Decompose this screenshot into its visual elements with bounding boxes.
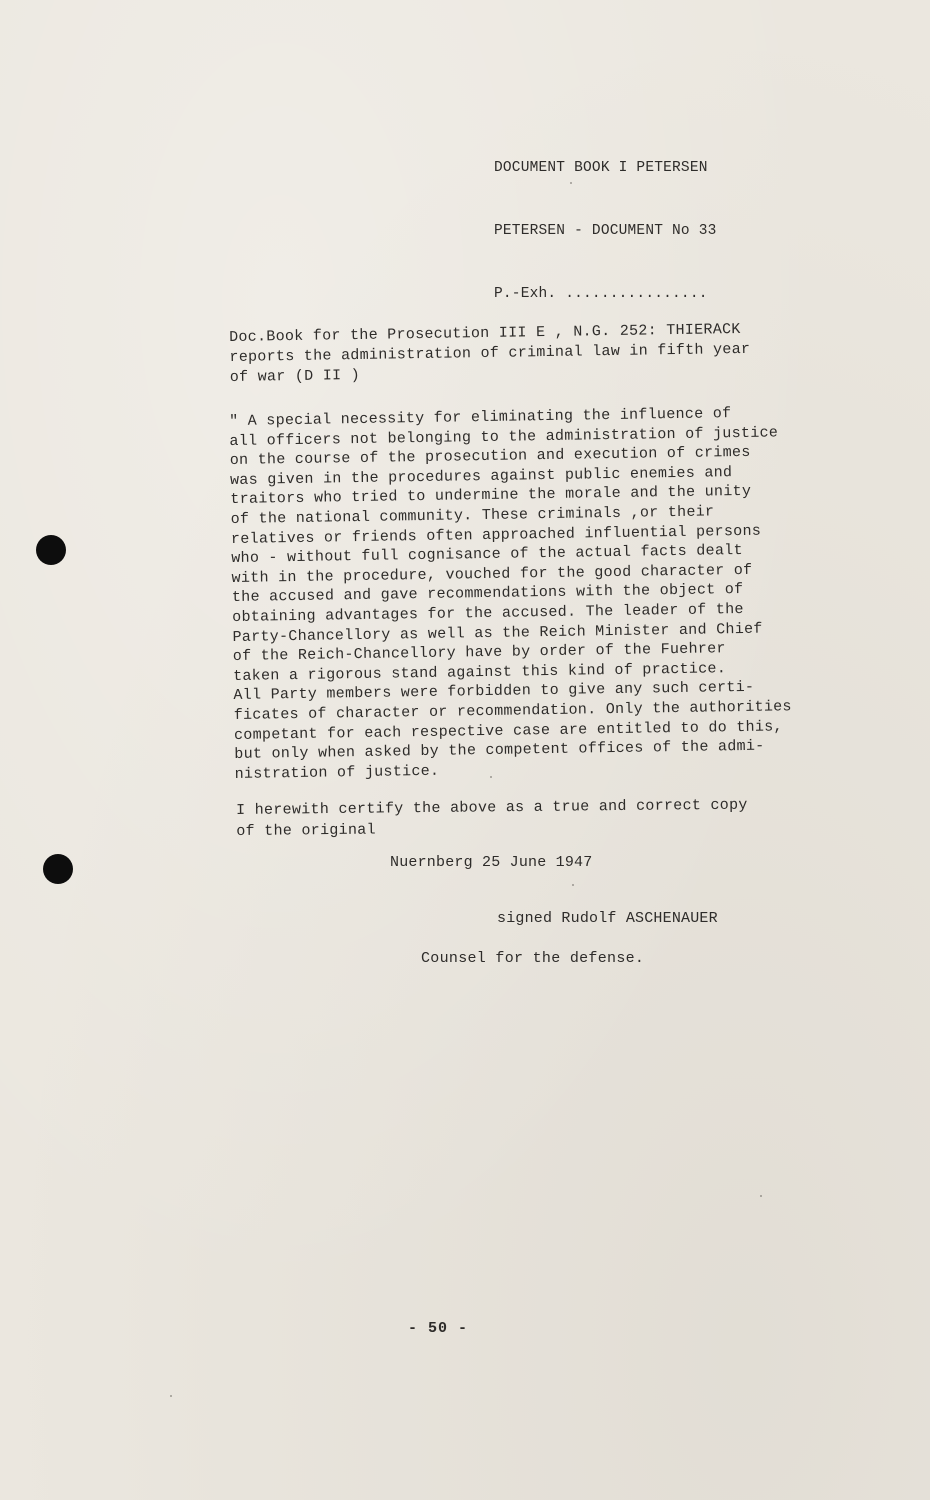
paper-speck [572,884,574,886]
certification-line: I herewith certify the above as a true and correct copy [236,796,748,819]
signatory-title: Counsel for the defense. [421,950,645,967]
certification-line: of the original [236,821,376,840]
header-line-document-book: DOCUMENT BOOK I PETERSEN [494,160,708,176]
document-title [229,319,790,388]
quoted-paragraph [229,403,835,785]
quote-line: of the national community. These criminals ,or their [230,503,715,528]
title-line: Doc.Book for the Prosecution III E , N.G. 252: THIERACK [229,320,741,346]
quote-line: ficates of character or recommendation. Only the authorities [233,698,792,724]
paper-speck [760,1195,762,1197]
place-and-date: Nuernberg 25 June 1947 [390,854,593,871]
title-line: of war (D II ) [229,366,361,386]
quote-line: obtaining advantages for the accused. The leader of the [232,600,744,626]
header-line-document-number: PETERSEN - DOCUMENT No 33 [494,223,717,239]
quote-line: with in the procedure, vouched for the good character of [231,561,753,587]
certification-statement [236,794,796,842]
header-line-exhibit: P.-Exh. ................ [494,286,708,302]
quote-line: was given in the procedures against public enemies and [229,463,733,489]
paper-speck [170,1395,172,1397]
quote-line: of the Reich-Chancellory have by order of the Fuehrer [232,640,726,666]
quote-line: nistration of justice. [234,762,440,783]
quote-line: " A special necessity for eliminating the influence of [229,405,732,430]
document-header [494,116,717,347]
title-line: reports the administration of criminal law in fifth year [229,340,751,366]
quote-line: the accused and gave recommendations with the object of [231,581,744,607]
page-number: - 50 - [408,1320,469,1337]
signature-line: signed Rudolf ASCHENAUER [497,910,718,927]
quote-line: taken a rigorous stand against this kind of practice. [233,659,727,685]
quote-line: on the course of the prosecution and execution of crimes [229,444,751,470]
quote-line: Party-Chancellory as well as the Reich Minister and Chief [232,620,763,646]
quote-line: all officers not belonging to the administration of justice [229,423,779,450]
punch-hole [36,535,66,565]
quote-line: but only when asked by the competent offices of the admi- [234,737,765,764]
quote-line: traitors who tried to undermine the morale and the unity [230,483,752,509]
quote-line: who - without full cognisance of the actual facts dealt [231,542,743,568]
quote-line: All Party members were forbidden to give any such certi- [233,679,755,705]
paper-speck [490,776,492,778]
quote-line: competant for each respective case are entitled to do this, [233,717,783,744]
quote-line: relatives or friends often approached influential persons [230,522,762,548]
punch-hole [43,854,73,884]
paper-speck [570,182,572,184]
